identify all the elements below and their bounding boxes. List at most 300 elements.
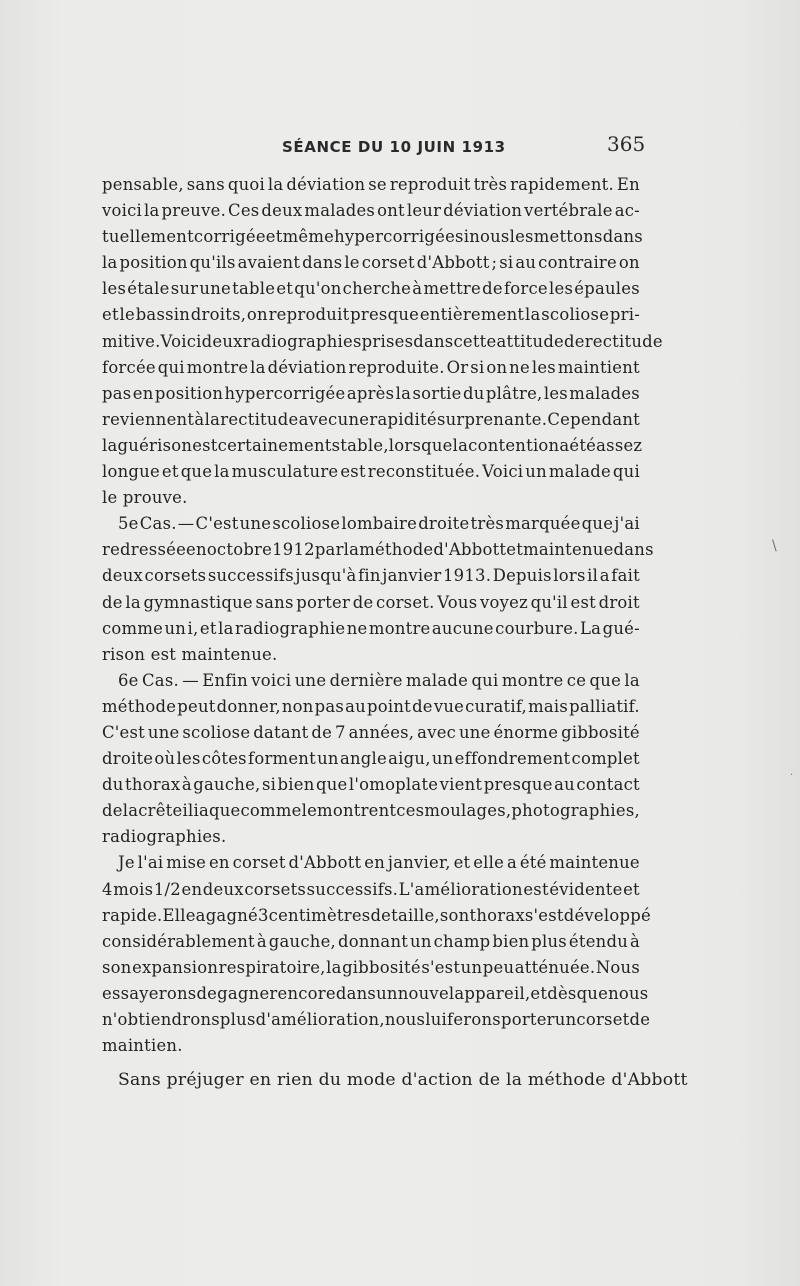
page-number: 365 [607,132,646,156]
word: gibbosité [342,957,421,977]
word: est [340,462,366,482]
word: est [192,435,218,455]
word: son [102,957,132,977]
word: qui [471,670,499,690]
text-line [102,563,640,589]
word: mettre [423,279,481,299]
word: qu'il [530,592,568,612]
word: de [102,592,123,612]
word: d'amélioration, [255,1010,385,1029]
word: comme [102,618,164,638]
word: En [616,175,640,194]
word: deux [201,331,243,351]
word: qu'ils [189,253,236,273]
word: montre [368,618,431,638]
word: un [317,749,339,769]
word: marquée [505,514,581,534]
word: table [232,279,276,299]
word: corset [232,853,286,873]
word: vue [433,696,465,716]
word: la [144,201,160,221]
text-line: Sans préjuger en rien du mode d'action de la méthode d'Abbott [118,1070,688,1091]
word: en [186,540,207,560]
word: maintenue [549,853,640,873]
word: rapidement. [510,175,614,194]
word: iliaque [182,801,241,821]
word: malades [569,383,640,403]
word: un [164,618,187,638]
word: Cas. [139,514,177,534]
word: dans [413,331,454,351]
word: palliatif. [569,696,640,716]
word: comme [240,801,302,821]
word: Je [118,853,135,873]
text-line [102,381,640,407]
word: scoliose [541,305,610,325]
word: du [462,383,485,403]
word: deux [102,566,143,586]
word: angle [339,749,387,769]
word: rapide. [102,905,163,925]
word: gagné [205,905,258,925]
word: et [265,227,283,247]
word: avec [298,409,338,429]
word: scoliose [272,514,341,534]
word: fait [611,566,640,586]
word: énorme [493,722,559,742]
text-line [102,355,640,381]
word: gauche, [268,931,337,951]
word: corrigée [193,227,266,247]
word: été [519,853,547,873]
word: prises [361,331,414,351]
word: un [525,462,547,482]
text-line [102,433,643,459]
word: au [345,696,366,716]
word: reproduite. [348,357,445,377]
word: stable, [331,435,389,455]
word: 1912 [272,540,315,560]
word: non [281,696,314,716]
word: très [473,175,508,194]
word: voici [102,201,143,221]
word: ne [509,357,530,377]
word: thorax [125,775,181,795]
word: d'Abbott [416,253,490,273]
word: gagner [217,983,278,1003]
word: la [452,435,469,455]
word: ont [377,201,405,221]
word: et [276,279,294,299]
word: d'Abbott [288,853,362,873]
text-line [102,407,640,433]
text-line: le prouve. [102,488,188,508]
text-line [102,459,640,485]
word: encore [277,983,336,1003]
word: — [182,670,199,690]
word: gué- [602,618,640,638]
word: attitude [496,331,565,351]
word: côtes [201,749,247,769]
word: la [214,462,230,482]
word: de [564,331,585,351]
word: deux [261,201,303,221]
word: par [314,540,344,560]
word: 5e [118,514,139,534]
word: radiographies [242,331,362,351]
word: successifs. [306,879,399,899]
word: 4 [102,879,113,899]
word: longue [102,462,160,482]
word: en [132,383,154,403]
word: taille, [391,905,440,925]
word: de [370,905,392,925]
word: reproduit [268,305,350,325]
text-line [102,172,640,198]
word: i, [187,618,199,638]
word: contention [468,435,560,455]
word: ne [346,618,368,638]
word: que [589,670,622,690]
word: la [343,540,360,560]
word: mettons [533,227,603,247]
word: si [455,227,470,247]
word: contraire [538,253,617,273]
word: on [246,305,268,325]
word: hypercorrigée [334,227,456,247]
word: atténuée. [514,957,596,977]
text-line [102,981,649,1007]
text-line [102,198,640,224]
word: C'est [195,514,239,534]
text-line [102,903,651,929]
word: donner, [216,696,281,716]
word: reconstituée. [367,462,481,482]
word: évidente [549,879,623,899]
word: nous [608,983,649,1003]
word: que [180,462,213,482]
word: droite [418,514,470,534]
word: maintenue [523,540,614,560]
word: C'est [102,722,145,742]
word: hypercorrigée [224,383,346,403]
body-text [102,172,688,1093]
word: le [119,305,135,325]
word: la [125,592,141,612]
word: bassin [135,305,191,325]
word: contact [576,775,640,795]
text-line [102,590,640,616]
word: pas [314,696,345,716]
word: presque [350,305,420,325]
text-line [102,720,640,746]
word: ac- [614,201,640,221]
word: a [559,435,570,455]
word: été [569,435,597,455]
word: déviation [443,201,523,221]
word: peu [482,957,515,977]
word: porter [500,1010,555,1029]
word: rectitude [584,331,663,351]
word: malade [406,670,469,690]
text-line [102,250,640,276]
word: dans [602,227,643,247]
word: elle [473,853,505,873]
word: un [460,957,483,977]
word: mise [166,853,207,873]
word: un [431,749,454,769]
word: d'Abbott [433,540,507,560]
text-line [102,668,640,694]
word: méthode [102,696,177,716]
text-line [102,955,640,981]
text-line [102,511,640,537]
word: photographies, [511,801,640,821]
word: la [102,435,118,455]
word: dans [613,540,654,560]
word: L'amélioration [398,879,523,899]
word: les [543,383,568,403]
text-line [102,798,640,824]
word: développé [563,905,651,925]
word: cherche [342,279,412,299]
word: a [506,853,517,873]
word: une [337,409,370,429]
word: méthode [359,540,434,560]
word: un [376,983,398,1003]
word: ferons [447,1010,501,1029]
word: ; [491,253,498,273]
word: Vous [437,592,478,612]
word: corsets [244,879,307,899]
word: pensable, [102,175,184,194]
word: Depuis [492,566,552,586]
word: la [102,253,118,273]
word: reviennent [102,409,195,429]
text-line [102,1007,651,1033]
word: où [154,749,176,769]
word: Cependant [547,409,640,429]
word: champ [433,931,491,951]
word: une [239,514,272,534]
word: son [439,905,470,925]
word: considérablement [102,931,255,951]
word: aucune [431,618,494,638]
word: Ces [228,201,260,221]
word: nouvel [397,983,455,1003]
text-line [102,537,654,563]
word: assez [596,435,643,455]
text-line [102,877,640,903]
word: montrent [317,801,397,821]
word: rectitude [220,409,299,429]
word: les [549,279,574,299]
word: courbure. [495,618,579,638]
word: à [412,279,423,299]
word: à [256,931,267,951]
word: pas [102,383,132,403]
word: surprenante. [436,409,548,429]
word: mais [528,696,569,716]
word: au [515,253,537,273]
word: dans [302,253,343,273]
word: a [195,905,206,925]
text-line: maintien. [102,1036,183,1056]
running-title: SÉANCE DU 10 JUIN 1913 [282,138,506,156]
word: certainement [217,435,332,455]
word: avec [417,722,457,742]
word: force [503,279,548,299]
word: sans [255,592,294,612]
word: n'obtiendrons [102,1010,220,1029]
word: on [618,253,640,273]
word: les [509,227,534,247]
text-line [102,329,663,355]
word: Elle [162,905,196,925]
word: malade [548,462,611,482]
word: est [523,879,549,899]
word: de [196,983,218,1003]
word: s'est [524,905,564,925]
word: lombaire [341,514,418,534]
word: Enfin [202,670,248,690]
word: avaient [237,253,301,273]
word: du [102,775,124,795]
word: si [470,357,485,377]
word: La [580,618,602,638]
word: droit [598,592,640,612]
word: déviation [286,175,366,194]
word: se [368,175,387,194]
word: lorsque [388,435,453,455]
margin-speck: · [790,770,794,781]
word: mitive. [102,331,161,351]
word: guérison [117,435,193,455]
word: de [352,592,374,612]
word: nous [384,1010,426,1029]
word: une [294,670,327,690]
word: si [499,253,514,273]
word: complet [571,749,640,769]
text-line [102,224,643,250]
word: pri- [609,305,640,325]
word: gymnastique [143,592,253,612]
text-line [102,694,640,720]
word: droits, [190,305,247,325]
word: montre [186,357,249,377]
word: point [367,696,412,716]
word: position [154,383,224,403]
word: dernière [329,670,403,690]
word: sortie [412,383,462,403]
word: nous [469,227,510,247]
word: étendu [568,931,628,951]
word: en [181,879,203,899]
word: gauche, [193,775,261,795]
text-line [102,302,640,328]
word: fin [358,566,381,586]
word: scoliose [182,722,251,742]
word: malades [304,201,376,221]
word: qui [612,462,640,482]
text-line [102,929,640,955]
word: à [194,409,205,429]
word: Voici [482,462,524,482]
word: curatif, [465,696,528,716]
word: expansion [132,957,219,977]
word: sans [186,175,225,194]
word: voyez [480,592,528,612]
word: crête [138,801,183,821]
word: les [176,749,201,769]
word: a [599,566,610,586]
word: porter [296,592,351,612]
word: un [410,931,432,951]
word: de [629,1010,651,1029]
word: qu'on [294,279,342,299]
word: après [346,383,395,403]
word: thorax [469,905,525,925]
word: de [102,801,123,821]
word: et [530,983,548,1003]
text-line [102,772,640,798]
word: preuve. [161,201,227,221]
word: montre [501,670,564,690]
word: forcée [102,357,156,377]
word: de [482,279,503,299]
word: aigu, [388,749,431,769]
word: gibbosité [561,722,640,742]
word: déviation [267,357,347,377]
word: la [250,357,266,377]
word: effondrement [454,749,571,769]
word: leur [406,201,442,221]
word: le [344,253,360,273]
word: et [161,462,179,482]
word: peut [177,696,216,716]
word: on [486,357,508,377]
word: reproduit [389,175,471,194]
word: maintient [557,357,640,377]
word: jusqu'à [295,566,357,586]
word: épaules [574,279,640,299]
word: 3 [257,905,269,925]
word: entièrement [419,305,525,325]
word: les [531,357,556,377]
word: lui [425,1010,448,1029]
word: plus [531,931,567,951]
word: années, [348,722,415,742]
text-line [102,616,640,642]
word: respiratoire, [218,957,326,977]
word: plus [219,1010,256,1029]
word: que [315,775,348,795]
word: bien [277,775,315,795]
word: 7 [335,722,346,742]
word: la [267,175,284,194]
word: Voici [160,331,202,351]
word: et [453,853,471,873]
word: sur [170,279,199,299]
word: successifs [207,566,294,586]
word: radiographie [235,618,346,638]
word: rapidité [369,409,437,429]
word: dès [547,983,577,1003]
word: la [624,670,640,690]
word: même [282,227,335,247]
word: datant [253,722,309,742]
word: janvier [382,566,442,586]
